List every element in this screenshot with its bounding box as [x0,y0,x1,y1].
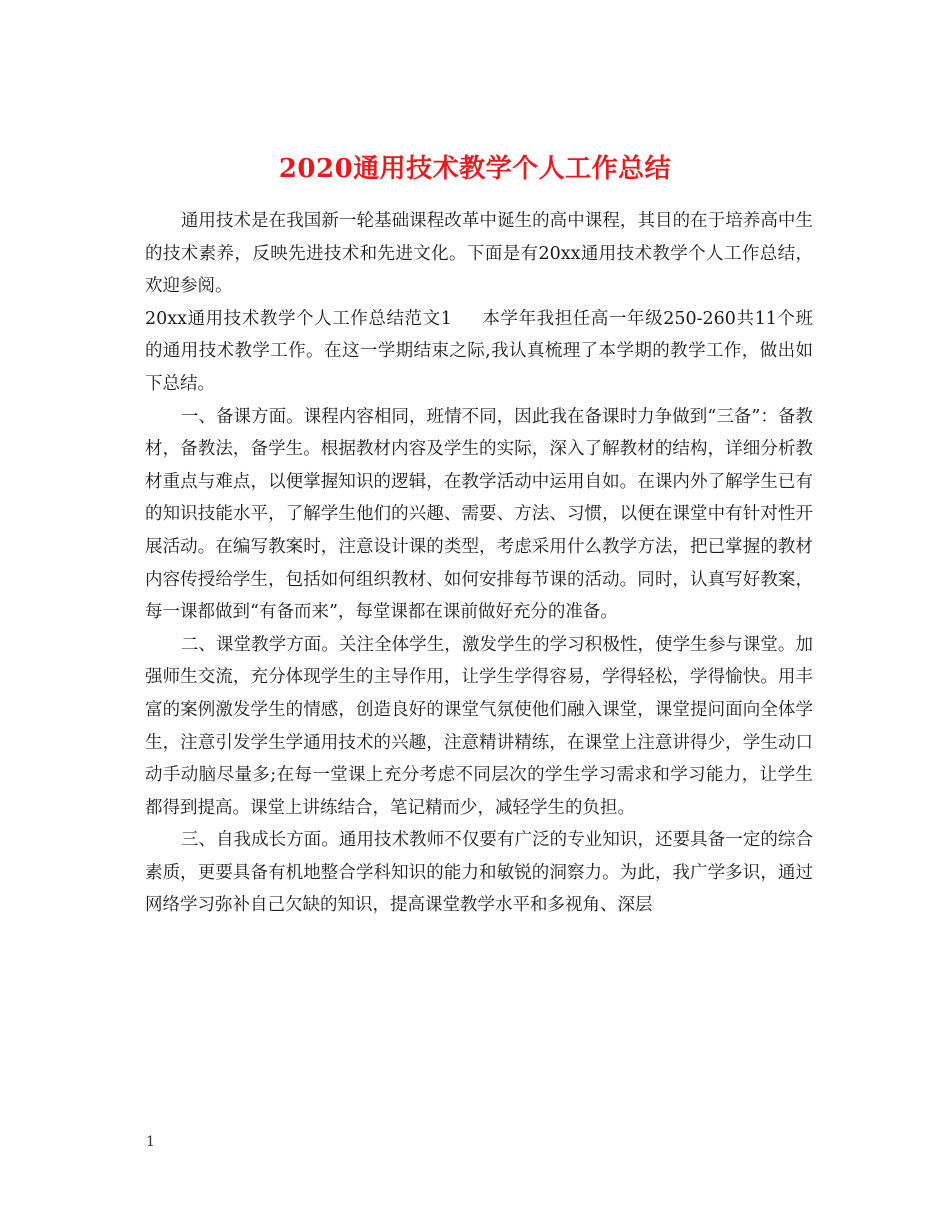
document-title: 2020通用技术教学个人工作总结 [278,154,672,185]
document-body [145,205,813,922]
essay-heading: 20xx通用技术教学个人工作总结范文1 [145,308,452,329]
essay-opening-text: 本学年我担任高一年级250-260共11个班的通用技术教学工作。在这一学期结束之际,我认真梳理了本学期的教学工作，做出如下总结。 [145,308,814,394]
classroom-teaching-paragraph: 二、课堂教学方面。关注全体学生，激发学生的学习积极性，使学生参与课堂。加强师生交流，充分体现学生的主导作用，让学生学得容易，学得轻松，学得愉快。用丰富的案例激发学生的情感，创造良好的课堂气氛使他们融入课堂，课堂提问面向全体学生，注意引发学生学通用技术的兴趣，注意精讲精练，在课堂上注意讲得少，学生动口动手动脑尽量多;在每一堂课上充分考虑不同层次的学生学习需求和学习能力，让学生都得到提高。课堂上讲练结合，笔记精而少，减轻学生的负担。 [145,634,813,818]
self-growth-paragraph: 三、自我成长方面。通用技术教师不仅要有广泛的专业知识，还要具备一定的综合素质，更要具备有机地整合学科知识的能力和敏锐的洞察力。为此，我广学多识，通过网络学习弥补自己欠缺的知识，提高课堂教学水平和多视角、深层 [145,830,813,916]
lesson-preparation-paragraph: 一、备课方面。课程内容相同，班情不同，因此我在备课时力争做到“三备”：备教材，备教法，备学生。根据教材内容及学生的实际，深入了解教材的结构，详细分析教材重点与难点，以便掌握知识的逻辑，在教学活动中运用自如。在课内外了解学生已有的知识技能水平，了解学生他们的兴趣、需要、方法、习惯，以便在课堂中有针对性开展活动。在编写教案时，注意设计课的类型，考虑采用什么教学方法，把已掌握的教材内容传授给学生，包括如何组织教材、如何安排每节课的活动。同时，认真写好教案，每一课都做到“有备而来”，每堂课都在课前做好充分的准备。 [145,406,813,623]
intro-paragraph: 通用技术是在我国新一轮基础课程改革中诞生的高中课程，其目的在于培养高中生的技术素养，反映先进技术和先进文化。下面是有20xx通用技术教学个人工作总结，欢迎参阅。 [145,211,813,297]
essay-opening-paragraph [145,303,813,401]
page-number: 1 [146,1134,155,1150]
